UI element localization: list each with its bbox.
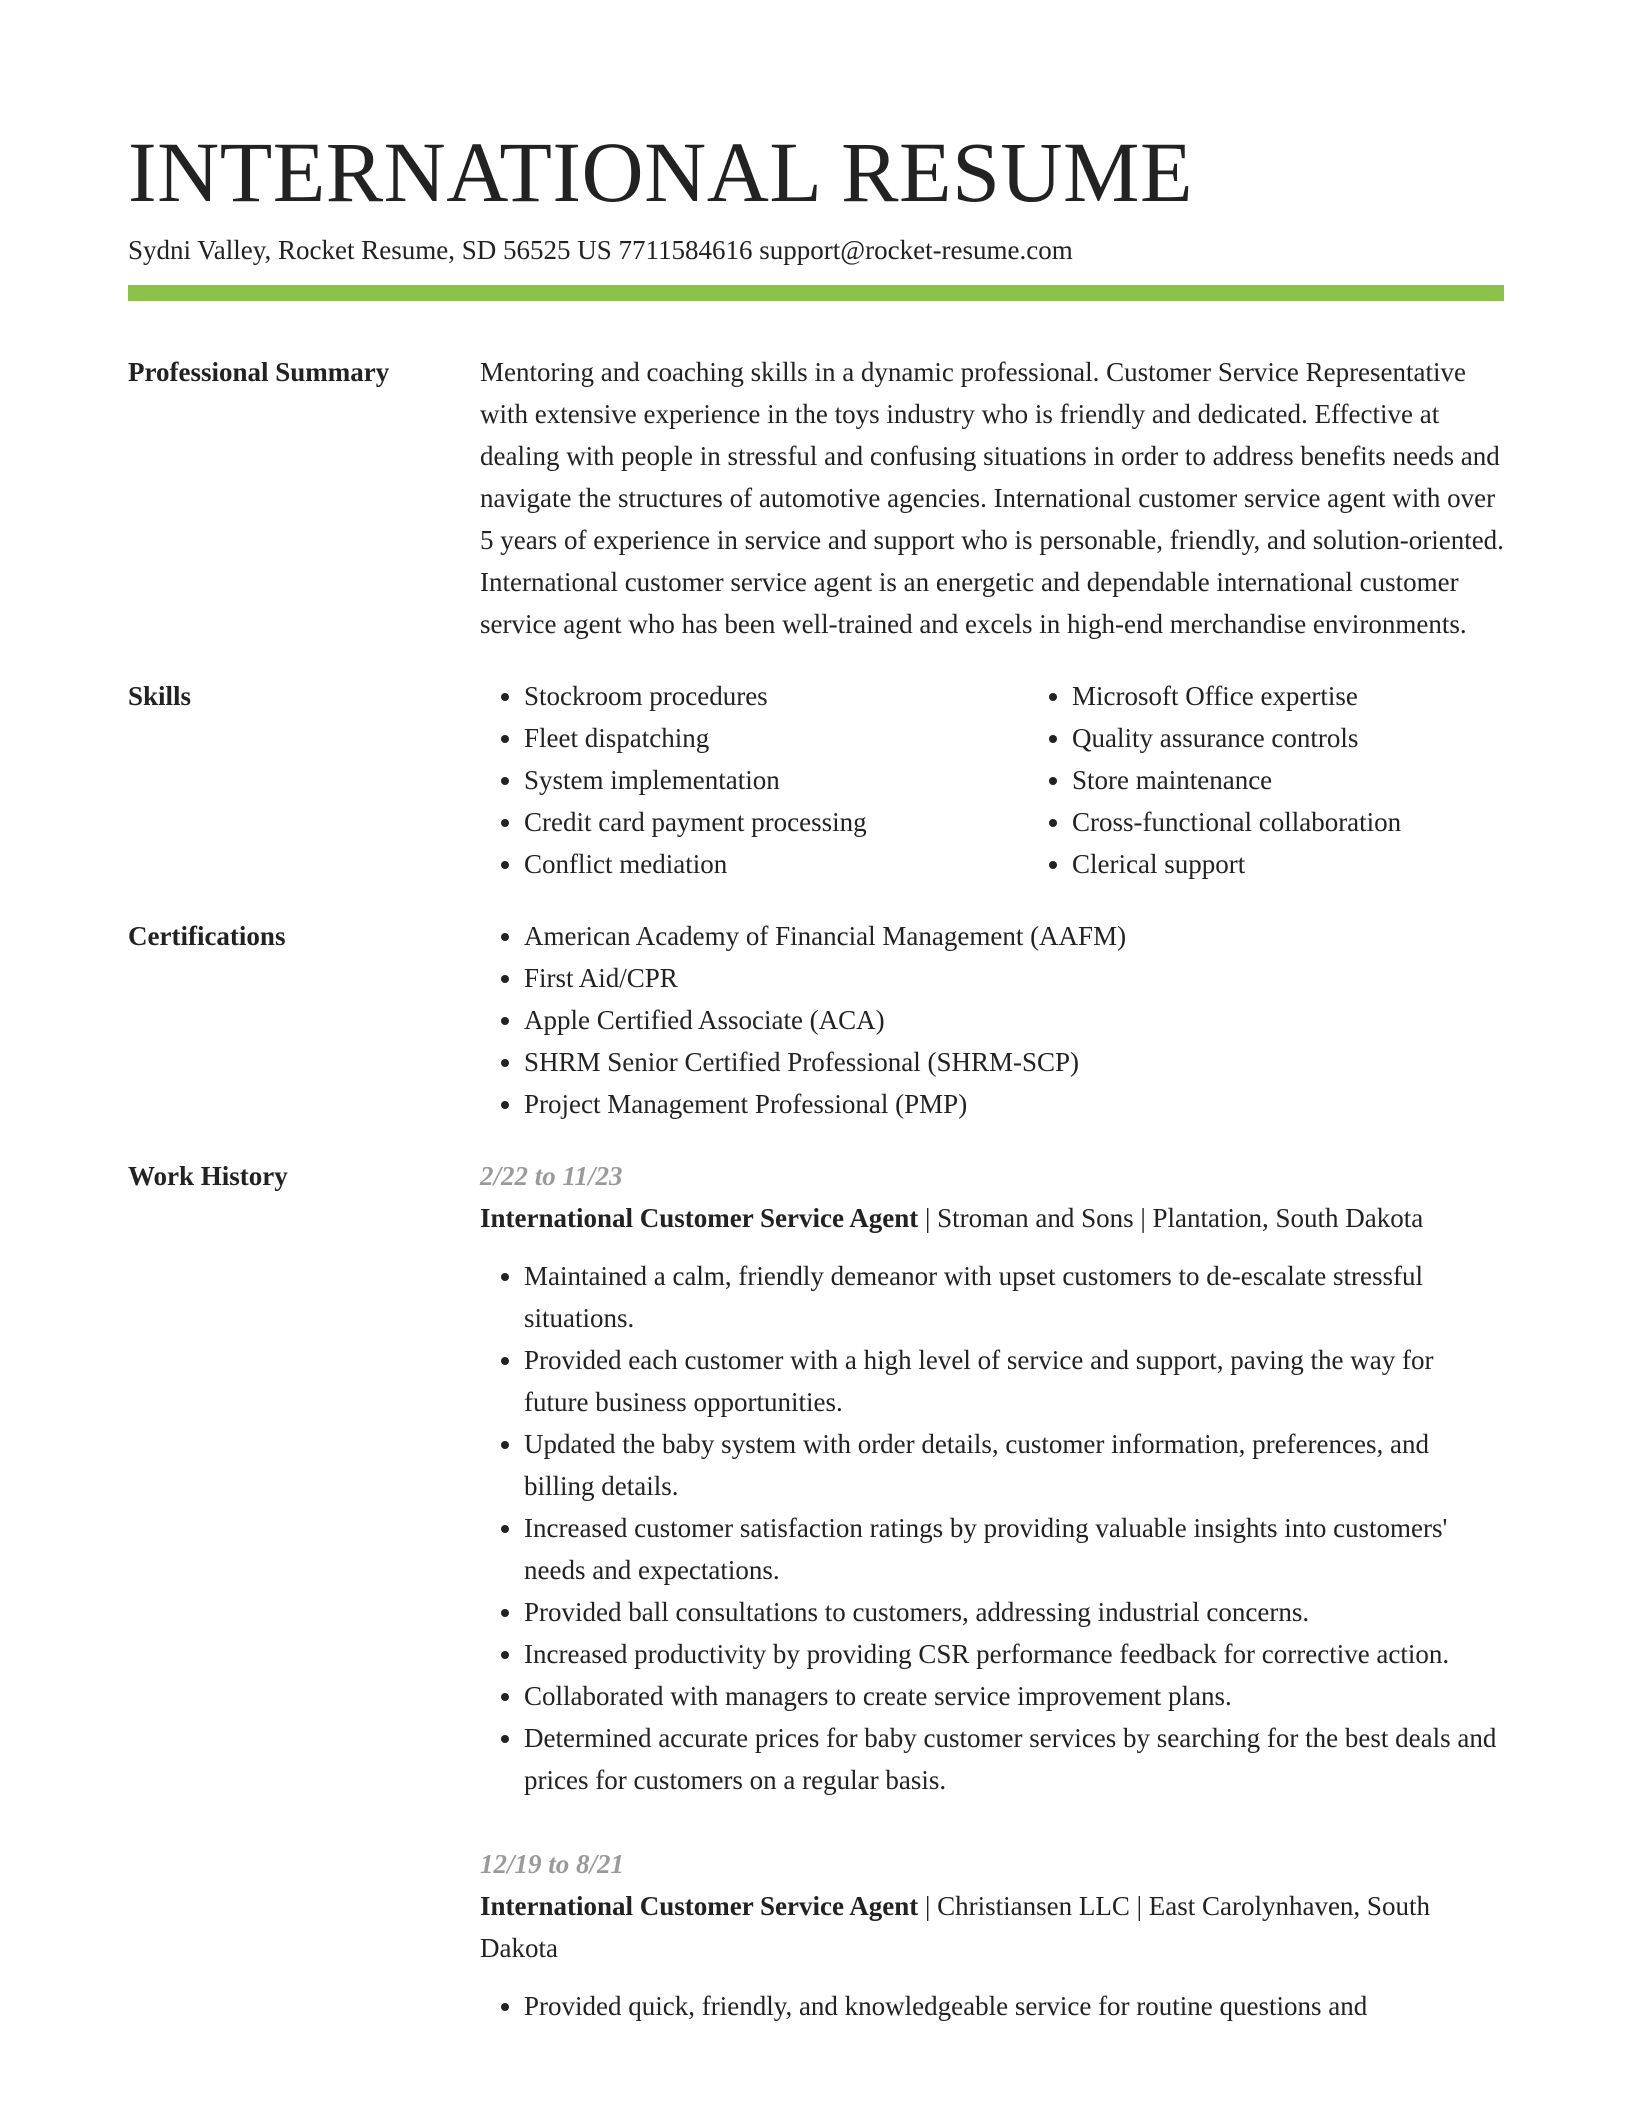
job-bullet: • Provided each customer with a high level of service and support, paving the way for future business opportunities. <box>524 1339 1504 1423</box>
skill-item: • Conflict mediation <box>524 843 1028 885</box>
section-body <box>480 1155 1504 2069</box>
job-dates: 12/19 to 8/21 <box>480 1849 625 1879</box>
section-label: Professional Summary <box>128 357 390 387</box>
job-bullet: • Determined accurate prices for baby customer services by searching for the best deals and prices for customers on a regular basis. <box>524 1717 1504 1801</box>
certification-item: • First Aid/CPR <box>524 957 1504 999</box>
job-entry <box>480 1155 1504 1801</box>
skill-item: • Quality assurance controls <box>1072 717 1576 759</box>
job-title-line <box>480 1197 1504 1239</box>
skill-item: • Stockroom procedures <box>524 675 1028 717</box>
certification-item: • Apple Certified Associate (ACA) <box>524 999 1504 1041</box>
header-accent-rule <box>128 285 1504 301</box>
skills-list-right <box>1028 675 1576 885</box>
section-certifications <box>128 915 1504 1125</box>
certification-item: • SHRM Senior Certified Professional (SHRM-SCP) <box>524 1041 1504 1083</box>
job-title: International Customer Service Agent <box>480 1203 919 1233</box>
section-body <box>480 675 1576 885</box>
skill-item: • Microsoft Office expertise <box>1072 675 1576 717</box>
contact-line: Sydni Valley, Rocket Resume, SD 56525 US 7711584616 support@rocket-resume.com <box>128 235 1073 265</box>
section-body <box>480 915 1504 1125</box>
certification-item: • Project Management Professional (PMP) <box>524 1083 1504 1125</box>
skill-item: • Clerical support <box>1072 843 1576 885</box>
job-details: | Stroman and Sons | Plantation, South Dakota <box>918 1203 1424 1233</box>
job-bullet: • Provided quick, friendly, and knowledgeable service for routine questions and <box>524 1985 1504 2027</box>
skill-item: • Fleet dispatching <box>524 717 1028 759</box>
section-work-history <box>128 1155 1504 2069</box>
certification-item: • American Academy of Financial Management (AAFM) <box>524 915 1504 957</box>
section-label: Skills <box>128 681 192 711</box>
section-professional-summary <box>128 351 1504 645</box>
section-body <box>480 351 1504 645</box>
job-bullet: • Provided ball consultations to customers, addressing industrial concerns. <box>524 1591 1504 1633</box>
job-dates: 2/22 to 11/23 <box>480 1161 623 1191</box>
skill-item: • System implementation <box>524 759 1028 801</box>
skill-item: • Cross-functional collaboration <box>1072 801 1576 843</box>
section-skills <box>128 675 1504 885</box>
certifications-list <box>480 915 1504 1125</box>
job-bullets <box>480 1985 1504 2027</box>
resume-sections <box>128 351 1504 2099</box>
skill-item: • Credit card payment processing <box>524 801 1028 843</box>
skill-item: • Store maintenance <box>1072 759 1576 801</box>
skills-grid <box>480 675 1576 885</box>
section-label: Certifications <box>128 921 286 951</box>
job-bullet: • Updated the baby system with order details, customer information, preferences, and billing details. <box>524 1423 1504 1507</box>
job-bullets <box>480 1255 1504 1801</box>
summary-text: Mentoring and coaching skills in a dynamic professional. Customer Service Representative with extensive experience in the toys industry who is friendly and dedicated. Effective at dealing with people in stressful and confusing situations in order to address benefits needs and navigate the structures of automotive agencies. International customer service agent with over 5 years of experience in service and support who is personable, friendly, and solution-oriented. International customer service agent is an energetic and dependable international customer service agent who has been well-trained and excels in high-end merchandise environments. <box>480 357 1504 639</box>
job-bullet: • Increased customer satisfaction ratings by providing valuable insights into customers' needs and expectations. <box>524 1507 1504 1591</box>
job-title: International Customer Service Agent <box>480 1891 919 1921</box>
skills-list-left <box>480 675 1028 885</box>
section-label: Work History <box>128 1161 288 1191</box>
job-title-line <box>480 1885 1504 1969</box>
job-entry <box>480 1843 1504 2027</box>
job-details: | Christiansen LLC | East Carolynhaven, South Dakota <box>480 1891 1430 1963</box>
job-bullet: • Increased productivity by providing CSR performance feedback for corrective action. <box>524 1633 1504 1675</box>
job-bullet: • Maintained a calm, friendly demeanor with upset customers to de-escalate stressful situations. <box>524 1255 1504 1339</box>
resume-name: INTERNATIONAL RESUME <box>128 124 1194 220</box>
job-bullet: • Collaborated with managers to create service improvement plans. <box>524 1675 1504 1717</box>
